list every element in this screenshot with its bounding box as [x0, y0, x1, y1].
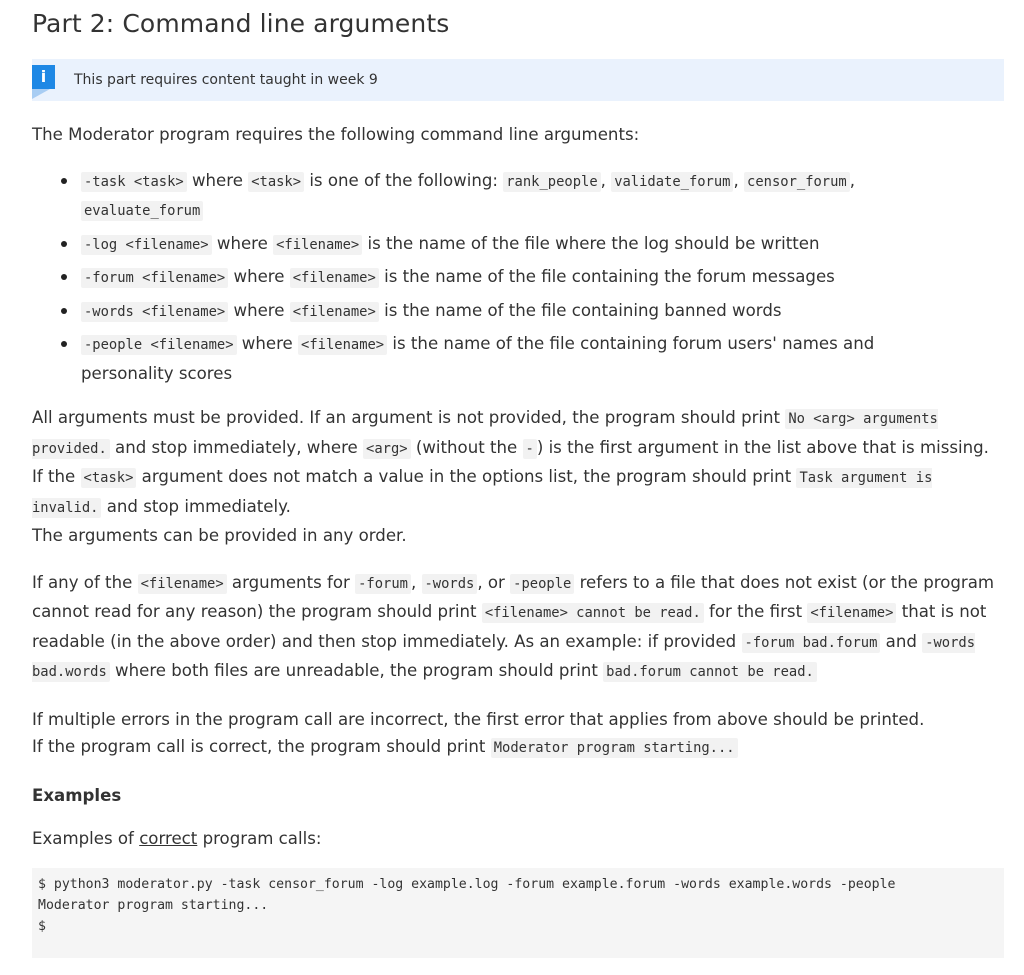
- correct-emphasis: correct: [139, 828, 198, 848]
- page-title: Part 2: Command line arguments: [32, 9, 450, 38]
- example-code-block: [32, 868, 1004, 958]
- argument-order-paragraph: The arguments can be provided in any order.: [32, 526, 407, 545]
- argument-list: [32, 167, 1004, 388]
- task-option: censor_forum: [744, 172, 850, 192]
- missing-argument-paragraph: All arguments must be provided. If an argument is not provided, the program should print No <arg> arguments provided. and stop immediately, where <arg> (without the - ) is the first argument in the list above that is missing.: [32, 408, 989, 457]
- multiple-errors-paragraph: If multiple errors in the program call are incorrect, the first error that applies from above should be printed.: [32, 709, 925, 729]
- list-item-task: -task <task> where <task> is one of the following: rank_people , validate_forum , censor_forum , evaluate_forum: [81, 167, 1004, 226]
- task-param: <task>: [248, 172, 304, 192]
- people-flag: -people <filename>: [81, 335, 237, 355]
- examples-intro: Examples of correct program calls:: [32, 828, 322, 848]
- list-item-people: -people <filename> where <filename> is the name of the file containing forum users' names and personality scores: [81, 330, 1004, 387]
- task-option: validate_forum: [611, 172, 733, 192]
- required-arguments-section: [32, 404, 1004, 550]
- task-flag: -task <task>: [81, 172, 187, 192]
- words-param: <filename>: [290, 302, 379, 322]
- page-content: [32, 0, 1004, 958]
- code-line: $ python3 moderator.py -task censor_forum -log example.log -forum example.forum -words example.words -people: [38, 877, 896, 892]
- log-param: <filename>: [273, 235, 362, 255]
- list-item-forum: -forum <filename> where <filename> is the name of the file containing the forum messages: [81, 263, 1004, 293]
- forum-param: <filename>: [290, 268, 379, 288]
- info-callout: [32, 59, 1004, 101]
- list-item-log: -log <filename> where <filename> is the name of the file where the log should be written: [81, 230, 1004, 260]
- unreadable-file-paragraph: If any of the <filename> arguments for -forum , -words , or -people refers to a file that does not exist (or the program cannot read for any reason) the program should print <filename> cannot be read. for the first <filename> that is not readable (in the above order) and then stop immediately. As an example: if provided -forum bad.forum and -words bad.words where both files are unreadable, the program should print bad.forum cannot be read.: [32, 572, 995, 680]
- log-flag: -log <filename>: [81, 235, 212, 255]
- correct-call-paragraph: If the program call is correct, the program should print Moderator program starting...: [32, 733, 1004, 763]
- words-flag: -words <filename>: [81, 302, 228, 322]
- people-param: <filename>: [298, 335, 387, 355]
- task-option: evaluate_forum: [81, 201, 203, 221]
- task-option: rank_people: [503, 172, 600, 192]
- info-callout-text: This part requires content taught in week 9: [74, 72, 378, 88]
- info-icon: i: [32, 65, 55, 89]
- invalid-task-paragraph: If the <task> argument does not match a value in the options list, the program should print Task argument is invalid. and stop immediately.: [32, 467, 933, 516]
- unreadable-file-section: [32, 569, 1004, 687]
- intro-paragraph: The Moderator program requires the following command line arguments:: [32, 125, 640, 144]
- code-line: $: [38, 919, 46, 934]
- examples-heading: Examples: [32, 785, 122, 805]
- multiple-errors-section: [32, 706, 1004, 763]
- list-item-words: -words <filename> where <filename> is the name of the file containing banned words: [81, 297, 1004, 327]
- forum-flag: -forum <filename>: [81, 268, 228, 288]
- code-line: Moderator program starting...: [38, 898, 269, 913]
